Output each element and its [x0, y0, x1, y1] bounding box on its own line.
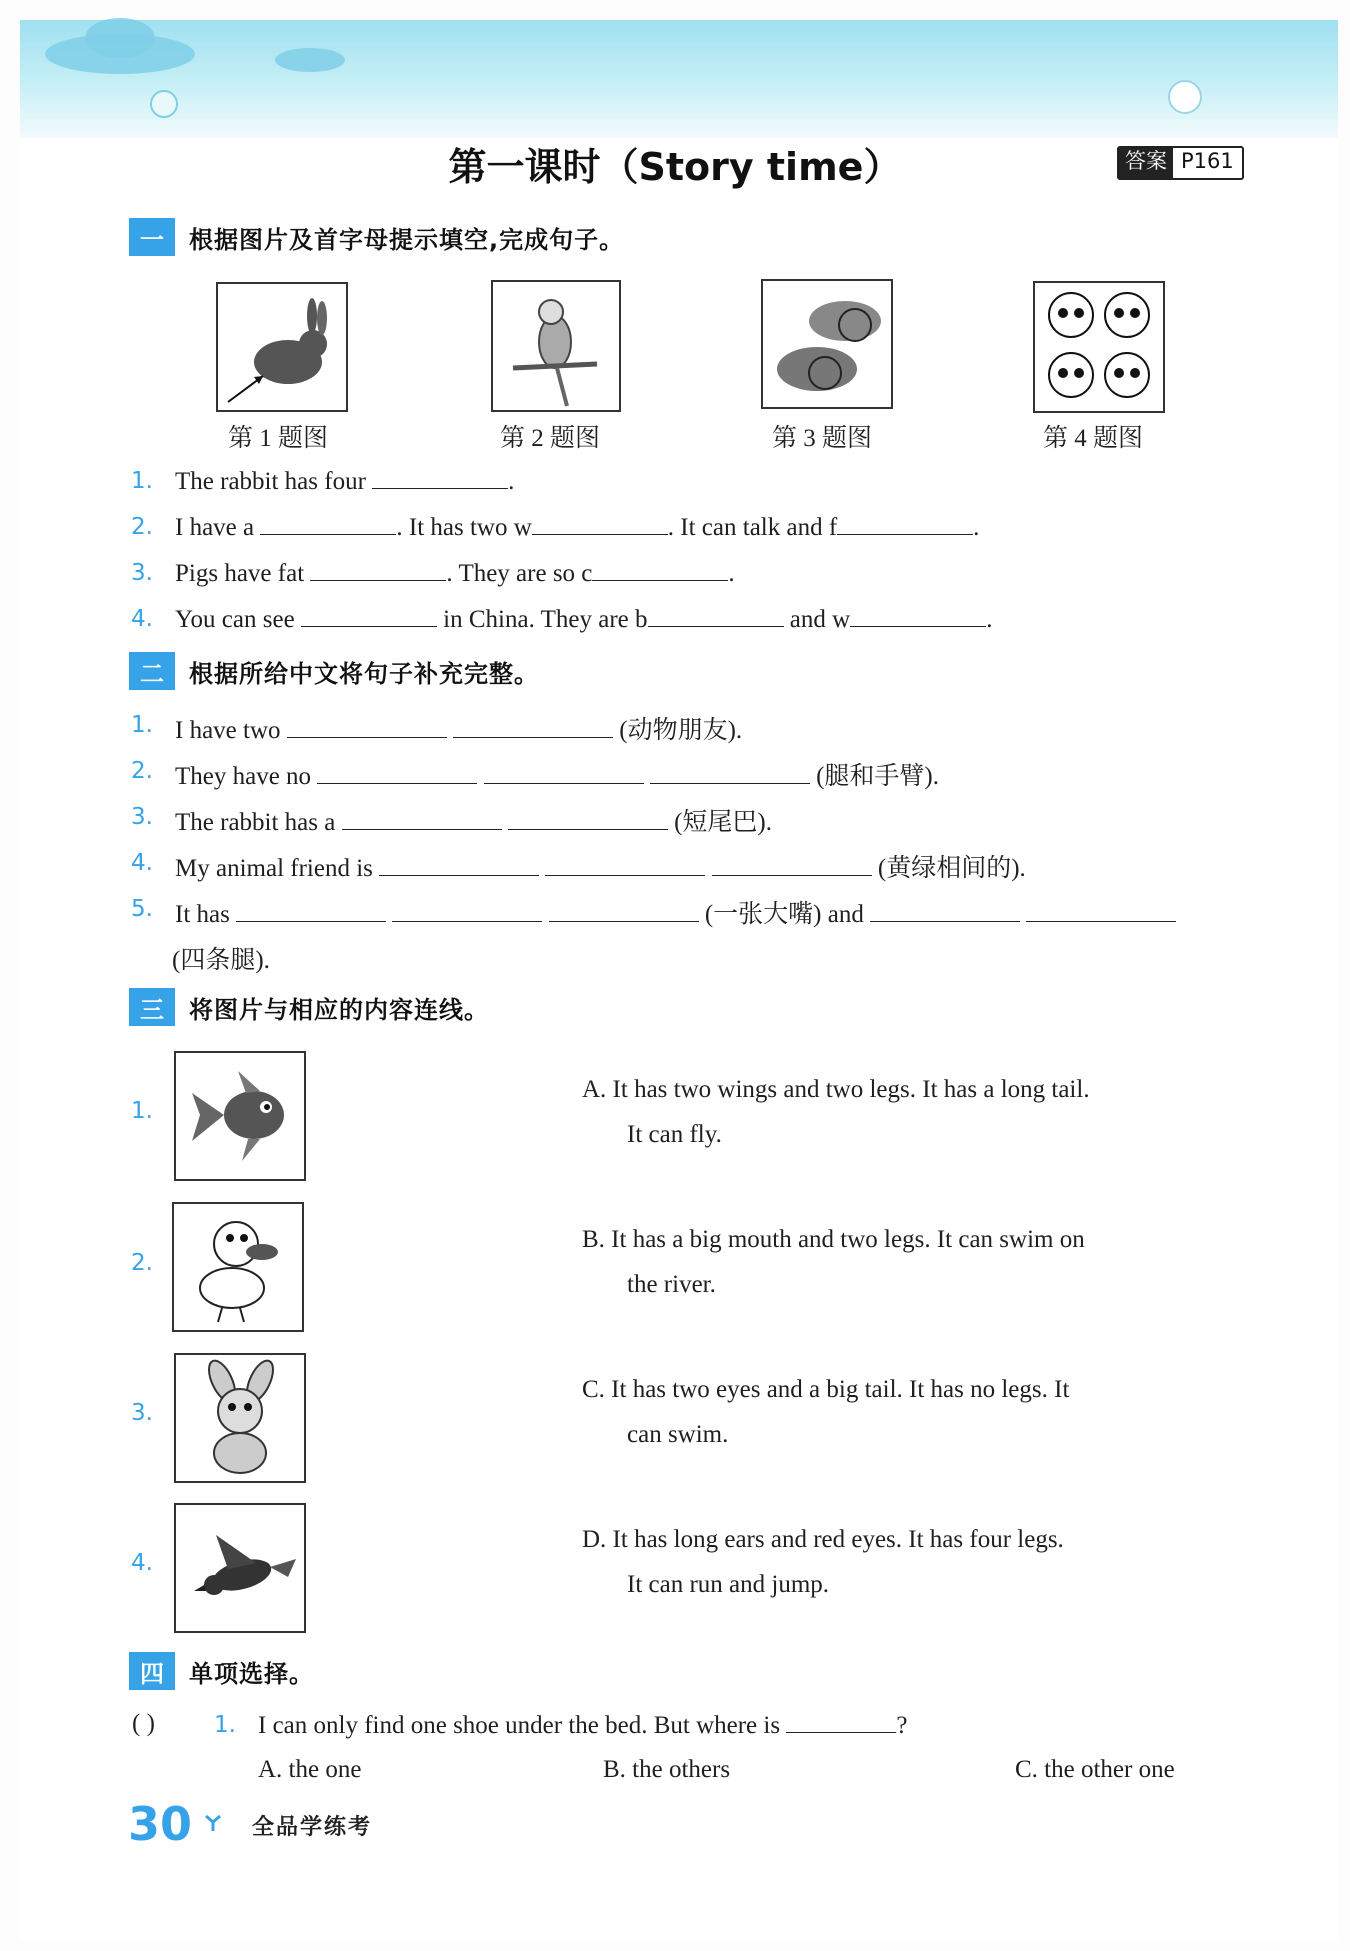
s1-question-2 [175, 512, 979, 542]
question-text: . [986, 606, 993, 633]
s2-question-2 [175, 756, 939, 792]
option-line: B. It has a big mouth and two legs. It can swim on [582, 1226, 1085, 1253]
question-number: 4. [131, 606, 153, 632]
answer-blank[interactable] [712, 853, 872, 876]
option-D[interactable] [582, 1517, 1064, 1607]
section-number: 四 [129, 1652, 175, 1690]
question-number: 4. [131, 850, 153, 876]
question-text: . It has two w [396, 514, 532, 541]
question-text: . [973, 514, 980, 541]
question-number: 2. [131, 758, 153, 784]
answer-blank[interactable] [392, 899, 542, 922]
flower-decoration [1168, 80, 1202, 114]
section-number: 一 [129, 218, 175, 256]
answer-parenthesis[interactable]: ( ) [132, 1710, 155, 1737]
question-text: . They are so c [446, 560, 593, 587]
answer-blank[interactable] [287, 715, 447, 738]
caption-4: 第 4 题图 [1043, 425, 1144, 452]
answer-blank[interactable] [870, 899, 1020, 922]
question-number: 2. [131, 514, 153, 540]
question-text: . It can talk and f [667, 514, 838, 541]
question-number: 3. [131, 804, 153, 830]
question-number: 3. [131, 1400, 153, 1426]
rabbit-picture [216, 282, 348, 412]
question-text: You can see [175, 606, 295, 633]
question-number: 1. [131, 712, 153, 738]
answer-blank[interactable] [379, 853, 539, 876]
flower-decoration [150, 90, 178, 118]
answer-blank[interactable] [532, 512, 668, 535]
section-title: 单项选择。 [189, 1659, 314, 1688]
answer-blank[interactable] [545, 853, 705, 876]
question-text: My animal friend is [175, 855, 373, 882]
answer-blank[interactable] [260, 512, 396, 535]
question-text: The rabbit has four [175, 468, 366, 495]
answer-blank[interactable] [786, 1710, 896, 1733]
s2-question-4 [175, 848, 1026, 884]
answer-blank[interactable] [592, 558, 728, 581]
section-2-header [129, 652, 539, 690]
answer-blank[interactable] [650, 761, 810, 784]
goldfish-picture[interactable] [174, 1051, 306, 1181]
option-line: It can run and jump. [627, 1571, 830, 1598]
option-line: A. It has two wings and two legs. It has a long tail. [582, 1076, 1090, 1103]
section-title: 根据所给中文将句子补充完整。 [189, 659, 539, 688]
question-text: It has [175, 901, 230, 928]
answer-blank[interactable] [236, 899, 386, 922]
caption-1: 第 1 题图 [228, 425, 329, 452]
question-text: (短尾巴). [674, 809, 773, 836]
question-text: They have no [175, 763, 312, 790]
question-number: 5. [131, 896, 153, 922]
answer-blank[interactable] [453, 715, 613, 738]
question-text: ? [896, 1712, 908, 1739]
answer-page: P161 [1181, 149, 1234, 173]
question-text: I have a [175, 514, 255, 541]
cloud-decoration [85, 18, 155, 58]
answer-blank[interactable] [301, 604, 437, 627]
question-text: The rabbit has a [175, 809, 336, 836]
leaf-icon [204, 1814, 222, 1832]
option-line: can swim. [627, 1421, 729, 1448]
answer-label: 答案 [1119, 148, 1173, 178]
s2-question-5 [175, 894, 1176, 930]
s4-question-1 [258, 1710, 907, 1740]
section-title: 将图片与相应的内容连线。 [189, 995, 489, 1024]
header-banner [20, 20, 1338, 138]
question-number: 4. [131, 1550, 153, 1576]
choice-C[interactable]: C. the other one [1015, 1756, 1175, 1783]
section-1-header [129, 218, 624, 256]
answer-blank[interactable] [837, 512, 973, 535]
option-line: It can fly. [627, 1121, 722, 1148]
question-number: 2. [131, 1250, 153, 1276]
option-B[interactable] [582, 1217, 1085, 1307]
caption-2: 第 2 题图 [500, 425, 601, 452]
section-number: 三 [129, 988, 175, 1026]
question-number: 1. [131, 1098, 153, 1124]
option-C[interactable] [582, 1367, 1069, 1457]
question-text: (黄绿相间的). [877, 855, 1026, 882]
question-number: 3. [131, 560, 153, 586]
answer-blank[interactable] [317, 761, 477, 784]
question-text: (一张大嘴) and [704, 901, 864, 928]
question-number: 1. [131, 468, 153, 494]
option-line: the river. [627, 1271, 716, 1298]
answer-blank[interactable] [372, 466, 508, 489]
answer-blank[interactable] [1026, 899, 1176, 922]
duck-picture[interactable] [172, 1202, 304, 1332]
section-4-header [129, 1652, 314, 1690]
parrot-picture [491, 280, 621, 412]
question-number: 1. [214, 1712, 236, 1738]
page-title: 第一课时（Story time） [448, 145, 902, 189]
question-text: . [508, 468, 515, 495]
question-text: (四条腿). [172, 947, 270, 974]
answer-blank[interactable] [508, 807, 668, 830]
section-3-header [129, 988, 489, 1026]
question-text: I have two [175, 717, 281, 744]
answer-blank[interactable] [850, 604, 986, 627]
option-A[interactable] [582, 1067, 1090, 1157]
question-text: (动物朋友). [619, 717, 743, 744]
option-line: D. It has long ears and red eyes. It has four legs. [582, 1526, 1064, 1553]
bird-picture[interactable] [174, 1503, 306, 1633]
brand-name: 全品学练考 [252, 1815, 373, 1840]
option-line: C. It has two eyes and a big tail. It has no legs. It [582, 1376, 1070, 1403]
s2-question-1 [175, 710, 742, 746]
question-text: Pigs have fat [175, 560, 305, 587]
cloud-decoration [275, 48, 345, 72]
question-text: . [728, 560, 735, 587]
s1-question-3 [175, 558, 735, 588]
caption-3: 第 3 题图 [772, 425, 873, 452]
choice-B[interactable]: B. the others [603, 1756, 731, 1783]
section-number: 二 [129, 652, 175, 690]
question-text: in China. They are b [443, 606, 648, 633]
pandas-picture [1033, 281, 1165, 413]
s1-question-1 [175, 466, 514, 496]
question-text: and w [789, 606, 851, 633]
pigs-picture [761, 279, 893, 409]
bunny-picture[interactable] [174, 1353, 306, 1483]
answer-blank[interactable] [342, 807, 502, 830]
s2-question-3 [175, 802, 772, 838]
answer-blank[interactable] [310, 558, 446, 581]
section-title: 根据图片及首字母提示填空,完成句子。 [189, 225, 625, 254]
answer-blank[interactable] [549, 899, 699, 922]
question-text: (腿和手臂). [816, 763, 939, 790]
choice-A[interactable]: A. the one [258, 1756, 362, 1783]
question-text: I can only find one shoe under the bed. But where is [258, 1712, 781, 1739]
answer-blank[interactable] [484, 761, 644, 784]
page-number: 30 [128, 1797, 193, 1851]
s1-question-4 [175, 604, 992, 634]
answer-reference [1117, 146, 1244, 180]
answer-blank[interactable] [648, 604, 784, 627]
